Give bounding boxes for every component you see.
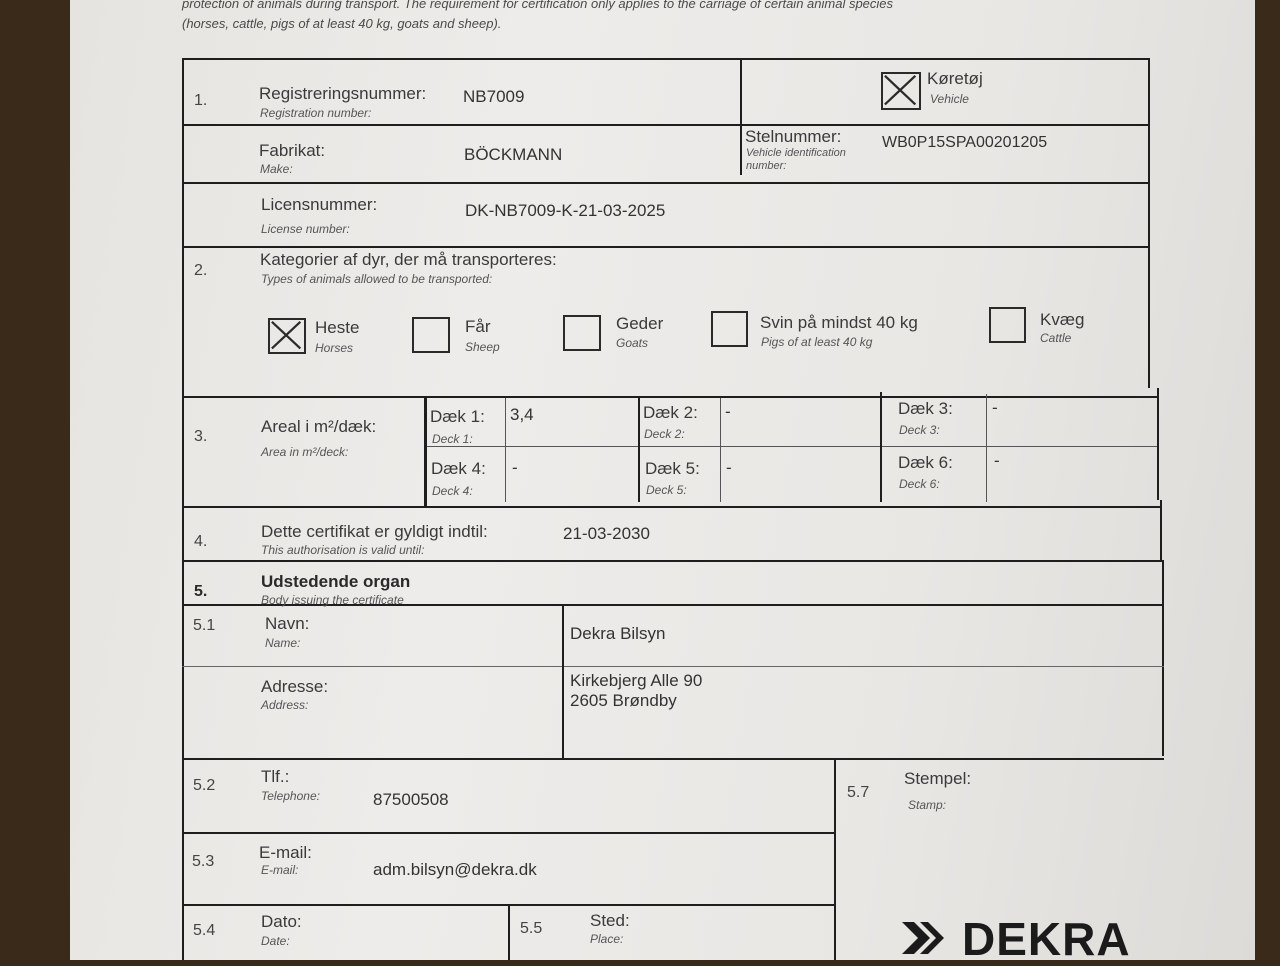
section-1-number: 1. [194, 92, 208, 109]
email-label: E-mail: [259, 843, 312, 862]
deck-4-label: Dæk 4: [431, 459, 486, 478]
deck-2-value: - [725, 402, 731, 421]
dekra-logo-icon [900, 918, 950, 960]
vin-sublabel-2: number: [746, 160, 787, 172]
area-per-deck-sublabel: Area in m²/deck: [261, 445, 349, 459]
area-per-deck-label: Areal i m²/dæk: [261, 417, 377, 436]
animal-categories-sublabel: Types of animals allowed to be transported: [261, 272, 493, 286]
deck-5-value: - [726, 458, 732, 477]
deck-2-sublabel: Deck 2: [644, 427, 685, 441]
intro-line-1: protection of animals during transport. The requirement for certification only applies to the carriage of certain animal species [182, 0, 894, 11]
deck-1-value: 3,4 [510, 405, 534, 424]
section-4-number: 4. [194, 533, 208, 550]
deck-3-label: Dæk 3: [898, 399, 953, 418]
deck-2-label: Dæk 2: [643, 403, 698, 422]
issuing-body-sublabel: Body issuing the certificate [261, 593, 404, 607]
vin-label: Stelnummer: [745, 127, 842, 146]
stamp-sublabel: Stamp: [908, 798, 947, 812]
deck-6-value: - [994, 451, 1000, 470]
section-5-5-number: 5.5 [520, 920, 543, 937]
section-5-4-number: 5.4 [193, 922, 216, 939]
license-number-value: DK-NB7009-K-21-03-2025 [465, 201, 666, 220]
pigs-checkbox [711, 311, 748, 347]
intro-text [182, 0, 1082, 34]
place-label: Sted: [590, 911, 630, 930]
stamp-label: Stempel: [904, 769, 972, 788]
goats-label: Geder [616, 314, 664, 333]
phone-value: 87500508 [373, 790, 449, 809]
valid-until-sublabel: This authorisation is valid until: [261, 543, 425, 557]
pigs-label: Svin på mindst 40 kg [760, 313, 918, 332]
intro-line-2: (horses, cattle, pigs of at least 40 kg, goats and sheep). [182, 16, 502, 31]
vehicle-sublabel: Vehicle [930, 92, 969, 106]
deck-4-value: - [512, 458, 518, 477]
license-number-label: Licensnummer: [261, 195, 378, 214]
place-sublabel: Place: [590, 932, 624, 946]
goats-sublabel: Goats [616, 336, 649, 350]
phone-sublabel: Telephone: [261, 789, 320, 803]
section-5-7-number: 5.7 [847, 784, 870, 801]
vin-value: WB0P15SPA00201205 [882, 134, 1048, 151]
horses-checkbox [268, 318, 306, 354]
deck-5-label: Dæk 5: [645, 459, 700, 478]
vehicle-checkbox [881, 72, 921, 110]
license-number-sublabel: License number: [261, 222, 350, 236]
issuer-name-value: Dekra Bilsyn [570, 624, 666, 643]
deck-4-sublabel: Deck 4: [432, 484, 473, 498]
issuer-address-sublabel: Address: [261, 698, 309, 712]
valid-until-value: 21-03-2030 [563, 524, 650, 543]
date-label: Dato: [261, 912, 302, 931]
sheep-sublabel: Sheep [465, 340, 500, 354]
make-label: Fabrikat: [259, 141, 326, 160]
certificate-paper [70, 0, 1255, 960]
section-5-number: 5. [194, 583, 208, 600]
goats-checkbox [563, 315, 601, 351]
section-5-1-number: 5.1 [193, 617, 216, 634]
section-3-number: 3. [194, 428, 208, 445]
issuer-name-sublabel: Name: [265, 636, 301, 650]
valid-until-label: Dette certifikat er gyldigt indtil: [261, 522, 488, 541]
deck-6-label: Dæk 6: [898, 453, 953, 472]
deck-3-value: - [992, 398, 998, 417]
email-sublabel: E-mail: [261, 863, 299, 877]
date-sublabel: Date: [261, 934, 290, 948]
sheep-label: Får [465, 317, 491, 336]
deck-1-sublabel: Deck 1: [432, 432, 473, 446]
issuer-address-label: Adresse: [261, 677, 329, 696]
section-5-2-number: 5.2 [193, 777, 216, 794]
issuer-address-line-1: Kirkebjerg Alle 90 [570, 671, 703, 690]
checkbox-cross-icon [270, 320, 304, 352]
make-sublabel: Make: [260, 162, 293, 176]
section-2-number: 2. [194, 262, 208, 279]
deck-3-sublabel: Deck 3: [899, 423, 940, 437]
issuing-body-label: Udstedende organ [261, 572, 411, 591]
dekra-logo-text: DEKRA [962, 913, 1131, 965]
registration-number-label: Registreringsnummer: [259, 84, 427, 103]
make-value: BÖCKMANN [464, 145, 563, 164]
checkbox-cross-icon [883, 74, 919, 108]
cattle-label: Kvæg [1040, 310, 1085, 329]
pigs-sublabel: Pigs of at least 40 kg [761, 335, 873, 349]
issuer-name-label: Navn: [265, 614, 310, 633]
issuer-address-line-2: 2605 Brøndby [570, 691, 677, 710]
section-5-3-number: 5.3 [192, 853, 215, 870]
horses-label: Heste [315, 318, 360, 337]
cattle-sublabel: Cattle [1040, 331, 1072, 345]
deck-5-sublabel: Deck 5: [646, 483, 687, 497]
phone-label: Tlf.: [261, 767, 290, 786]
deck-1-label: Dæk 1: [430, 407, 485, 426]
deck-6-sublabel: Deck 6: [899, 477, 940, 491]
horses-sublabel: Horses [315, 341, 354, 355]
email-value: adm.bilsyn@dekra.dk [373, 860, 537, 879]
cattle-checkbox [989, 307, 1026, 343]
registration-number-value: NB7009 [463, 87, 525, 106]
sheep-checkbox [412, 317, 450, 353]
vehicle-label: Køretøj [927, 69, 983, 88]
registration-number-sublabel: Registration number: [260, 106, 372, 120]
dekra-logo [900, 912, 1131, 965]
animal-categories-label: Kategorier af dyr, der må transporteres: [260, 250, 557, 269]
vin-sublabel-1: Vehicle identification [746, 147, 846, 159]
